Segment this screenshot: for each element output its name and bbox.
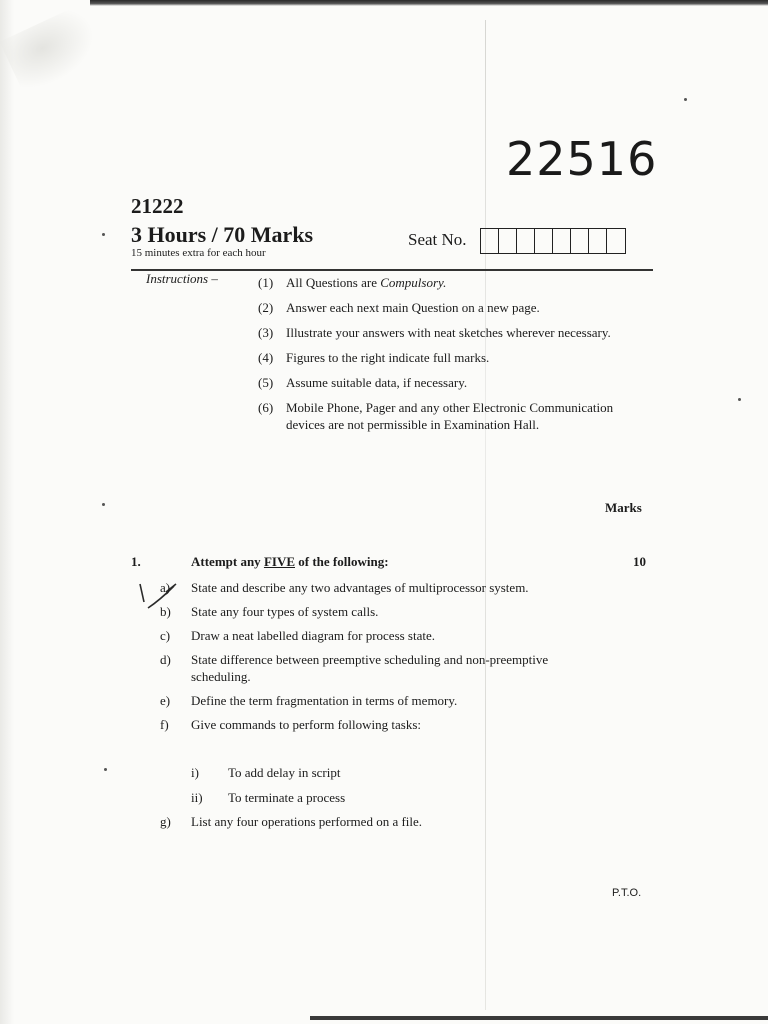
instruction-text: Mobile Phone, Pager and any other Electronic Communication devices are not permissible in Examination Hall. (286, 400, 614, 432)
scan-smudge (0, 4, 106, 96)
instruction-item (258, 299, 638, 316)
seat-digit-box (481, 229, 499, 253)
sub-question-label: g) (160, 814, 171, 829)
instruction-text: Figures to the right indicate full marks. (286, 350, 490, 365)
paper-code: 21222 (131, 194, 184, 218)
nested-task-label: ii) (191, 790, 203, 805)
instruction-item (258, 274, 638, 291)
seat-number-label: Seat No. (408, 230, 467, 249)
nested-task-item (191, 789, 491, 806)
seat-digit-box (607, 229, 625, 253)
exam-duration-marks: 3 Hours / 70 Marks (131, 222, 314, 247)
sub-question-item (160, 716, 580, 733)
instruction-item (258, 399, 638, 433)
instruction-number: (6) (258, 400, 274, 415)
instruction-text: All Questions are Compulsory. (286, 275, 447, 290)
scan-speck (738, 398, 741, 401)
nested-task-item (191, 764, 491, 781)
seat-digit-box (553, 229, 571, 253)
instructions-label: Instructions – (146, 271, 218, 286)
extra-time-note: 15 minutes extra for each hour (131, 247, 266, 259)
seat-digit-box (571, 229, 589, 253)
seat-digit-box (589, 229, 607, 253)
question-number: 1. (131, 554, 141, 569)
instruction-text: Illustrate your answers with neat sketches wherever necessary. (286, 325, 611, 340)
instructions-list (258, 274, 638, 441)
seat-digit-box (535, 229, 553, 253)
sub-question-label: f) (160, 717, 169, 732)
sub-question-text: State any four types of system calls. (191, 604, 379, 619)
sub-question-list (160, 579, 580, 740)
sub-question-item (160, 651, 580, 685)
sub-question-item (160, 579, 580, 596)
sub-question-text: Define the term fragmentation in terms of memory. (191, 693, 458, 708)
nested-task-list (191, 764, 491, 814)
scan-speck (104, 768, 107, 771)
nested-task-text: To terminate a process (228, 790, 346, 805)
sub-question-label: d) (160, 652, 171, 667)
sub-question-item (160, 627, 580, 644)
seat-digit-box (499, 229, 517, 253)
instruction-number: (1) (258, 275, 274, 290)
sub-question-text: Give commands to perform following tasks: (191, 717, 421, 732)
marks-column-heading: Marks (605, 500, 642, 515)
scan-speck (102, 233, 105, 236)
instruction-item (258, 374, 638, 391)
sub-question-text: State and describe any two advantages of multiprocessor system. (191, 580, 529, 595)
sub-question-item (160, 603, 580, 620)
seat-digit-box (517, 229, 535, 253)
instruction-number: (4) (258, 350, 274, 365)
please-turn-over: P.T.O. (612, 887, 642, 899)
instruction-number: (5) (258, 375, 274, 390)
question-marks: 10 (633, 554, 646, 569)
fold-line (485, 20, 486, 1010)
scan-speck (684, 98, 687, 101)
sub-question-label: c) (160, 628, 171, 643)
page-bottom-edge (310, 1016, 768, 1020)
seat-number-boxes (480, 228, 626, 254)
nested-task-text: To add delay in script (228, 765, 341, 780)
instruction-number: (3) (258, 325, 274, 340)
page-top-edge (90, 0, 768, 6)
sub-question-item (160, 692, 580, 709)
instruction-item (258, 349, 638, 366)
sub-question-text: Draw a neat labelled diagram for process state. (191, 628, 436, 643)
instruction-item (258, 324, 638, 341)
question-title: Attempt any FIVE of the following: (191, 554, 389, 569)
sub-question-label: a) (160, 580, 171, 595)
sub-question-g (160, 813, 580, 830)
sub-question-label: b) (160, 604, 171, 619)
subject-code: 22516 (506, 132, 658, 186)
instruction-text: Answer each next main Question on a new page. (286, 300, 540, 315)
sub-question-label: e) (160, 693, 171, 708)
nested-task-label: i) (191, 765, 199, 780)
scan-speck (102, 503, 105, 506)
sub-question-text: List any four operations performed on a file. (191, 814, 423, 829)
page-shadow (0, 0, 14, 1024)
sub-question-text: State difference between preemptive scheduling and non-preemptive scheduling. (191, 652, 549, 684)
instruction-text: Assume suitable data, if necessary. (286, 375, 468, 390)
instruction-number: (2) (258, 300, 274, 315)
